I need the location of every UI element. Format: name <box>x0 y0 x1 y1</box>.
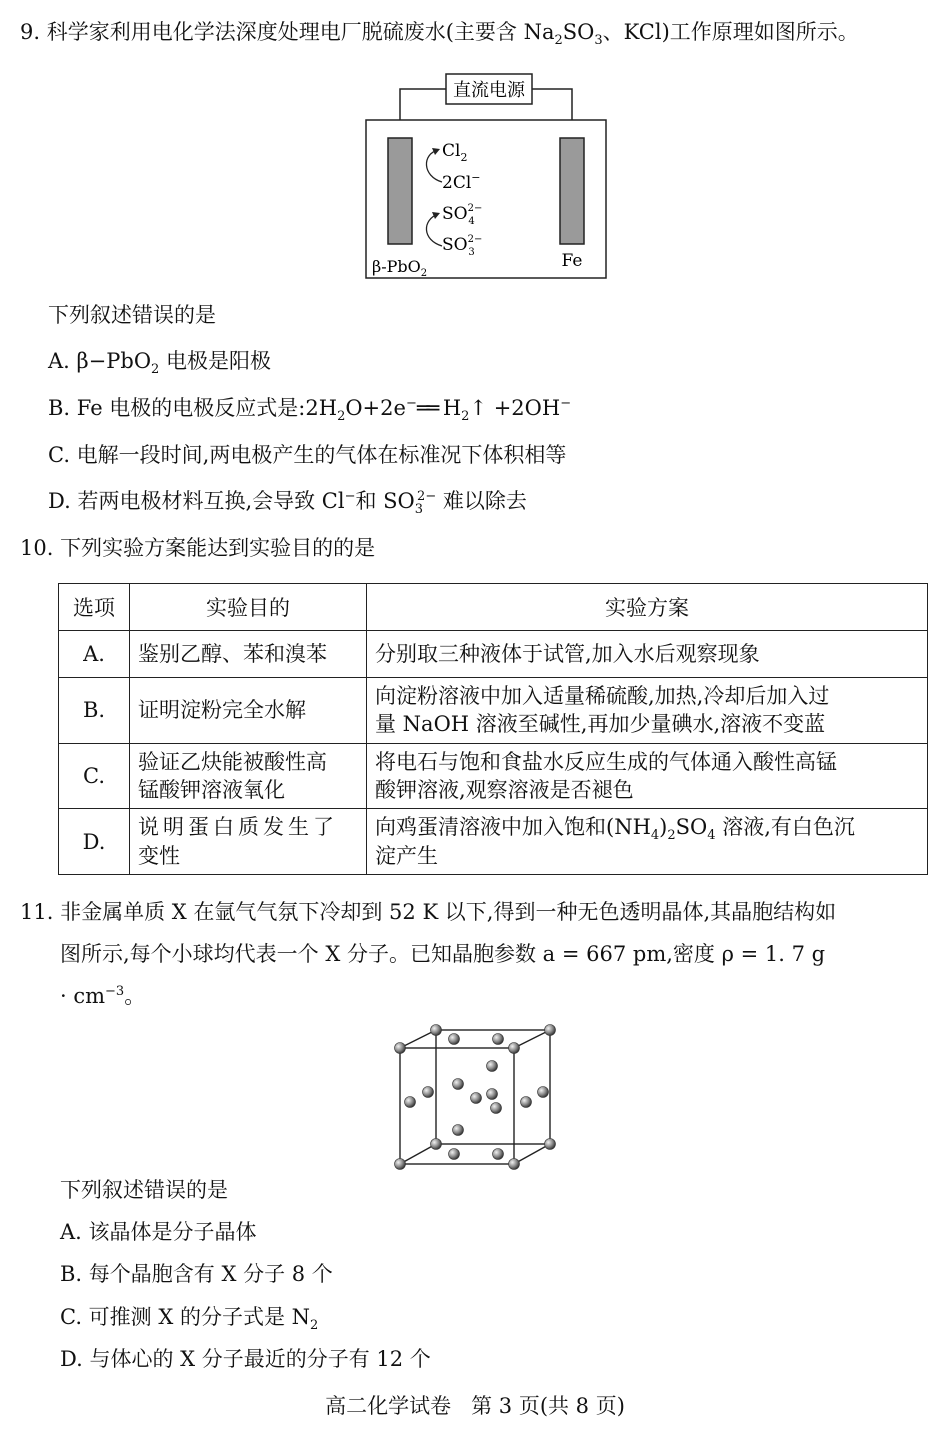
row-option: C. <box>59 743 130 809</box>
label-2cl-minus: 2Cl− <box>442 171 481 193</box>
q11-prompt: 下列叙述错误的是 <box>60 1178 228 1202</box>
row-aim: 鉴别乙醇、苯和溴苯 <box>130 631 367 678</box>
anode-label: β-PbO$_2$ <box>372 257 428 279</box>
table-row[interactable] <box>59 743 928 809</box>
row-plan: 将电石与饱和食盐水反应生成的气体通入酸性高锰 酸钾溶液,观察溶液是否褪色 <box>367 743 928 809</box>
q11-option-d[interactable]: D. 与体心的 X 分子最近的分子有 12 个 <box>60 1347 431 1371</box>
label-so3: $SO^{2-}$ 3 <box>442 234 483 258</box>
q9-stem: 9. 科学家利用电化学法深度处理电厂脱硫废水(主要含 $Na_2SO_3$、KCl)工作原理如图所示。 <box>20 20 859 49</box>
q11-option-b[interactable]: B. 每个晶胞含有 X 分子 8 个 <box>60 1262 333 1286</box>
header-aim: 实验目的 <box>130 584 367 631</box>
q11-option-c[interactable]: C. 可推测 X 的分子式是 $N_2$ <box>60 1305 319 1334</box>
row-plan: 向鸡蛋清溶液中加入饱和$(NH_4)_2SO_4$ 溶液,有白色沉 淀产生 <box>367 809 928 875</box>
header-plan: 实验方案 <box>367 584 928 631</box>
q9-option-c[interactable]: C. 电解一段时间,两电极产生的气体在标准况下体积相等 <box>48 443 567 467</box>
label-so4: $SO^{2-}$ 4 <box>442 203 483 227</box>
row-option: B. <box>59 678 130 744</box>
cathode-label: Fe <box>561 251 583 271</box>
q11-stem-line3: · $cm^{-3}$。 <box>60 984 146 1008</box>
power-supply-label: 直流电源 <box>453 80 525 101</box>
q10-stem: 10. 下列实验方案能达到实验目的的是 <box>20 536 376 560</box>
electrolysis-diagram <box>360 68 610 283</box>
row-plan: 分别取三种液体于试管,加入水后观察现象 <box>367 631 928 678</box>
row-aim: 证明淀粉完全水解 <box>130 678 367 744</box>
q11-option-a[interactable]: A. 该晶体是分子晶体 <box>60 1220 257 1244</box>
table-row[interactable] <box>59 809 928 875</box>
q11-stem-line1: 11. 非金属单质 X 在氩气气氛下冷却到 52 K 以下,得到一种无色透明晶体,其晶胞结构如 <box>20 900 837 924</box>
experiment-table <box>58 583 928 875</box>
row-plan: 向淀粉溶液中加入适量稀硫酸,加热,冷却后加入过 量 NaOH 溶液至碱性,再加少量碘水,溶液不变蓝 <box>367 678 928 744</box>
cathode-electrode <box>560 138 584 244</box>
q9-prompt: 下列叙述错误的是 <box>48 303 216 327</box>
q9-option-b[interactable]: B. Fe 电极的电极反应式是$:2H_2O+2e^-══$ $H_2↑ +2OH^-$ <box>48 396 572 425</box>
label-cl2: $Cl_2$ <box>442 141 468 164</box>
q9-option-d[interactable]: D. 若两电极材料互换,会导致 Cl−和 $SO_3^{2-}$ 难以除去 <box>48 489 527 518</box>
q11-stem-line2: 图所示,每个小球均代表一个 X 分子。已知晶胞参数 a = 667 pm,密度 ρ = 1. 7 g <box>60 942 826 966</box>
q9-option-a[interactable]: A. β−PbO$_2$ 电极是阳极 <box>48 349 272 378</box>
row-option: D. <box>59 809 130 875</box>
table-row[interactable] <box>59 678 928 744</box>
page-footer: 高二化学试卷 第 3 页(共 8 页) <box>325 1394 625 1418</box>
row-aim: 验证乙炔能被酸性高 锰酸钾溶液氧化 <box>130 743 367 809</box>
crystal-cell-diagram <box>390 1020 560 1175</box>
table-header-row <box>59 584 928 631</box>
header-option: 选项 <box>59 584 130 631</box>
anode-electrode <box>388 138 412 244</box>
row-aim: 说明蛋白质发生了 变性 <box>130 809 367 875</box>
molecule-balls <box>395 1025 556 1170</box>
row-option: A. <box>59 631 130 678</box>
table-row[interactable] <box>59 631 928 678</box>
